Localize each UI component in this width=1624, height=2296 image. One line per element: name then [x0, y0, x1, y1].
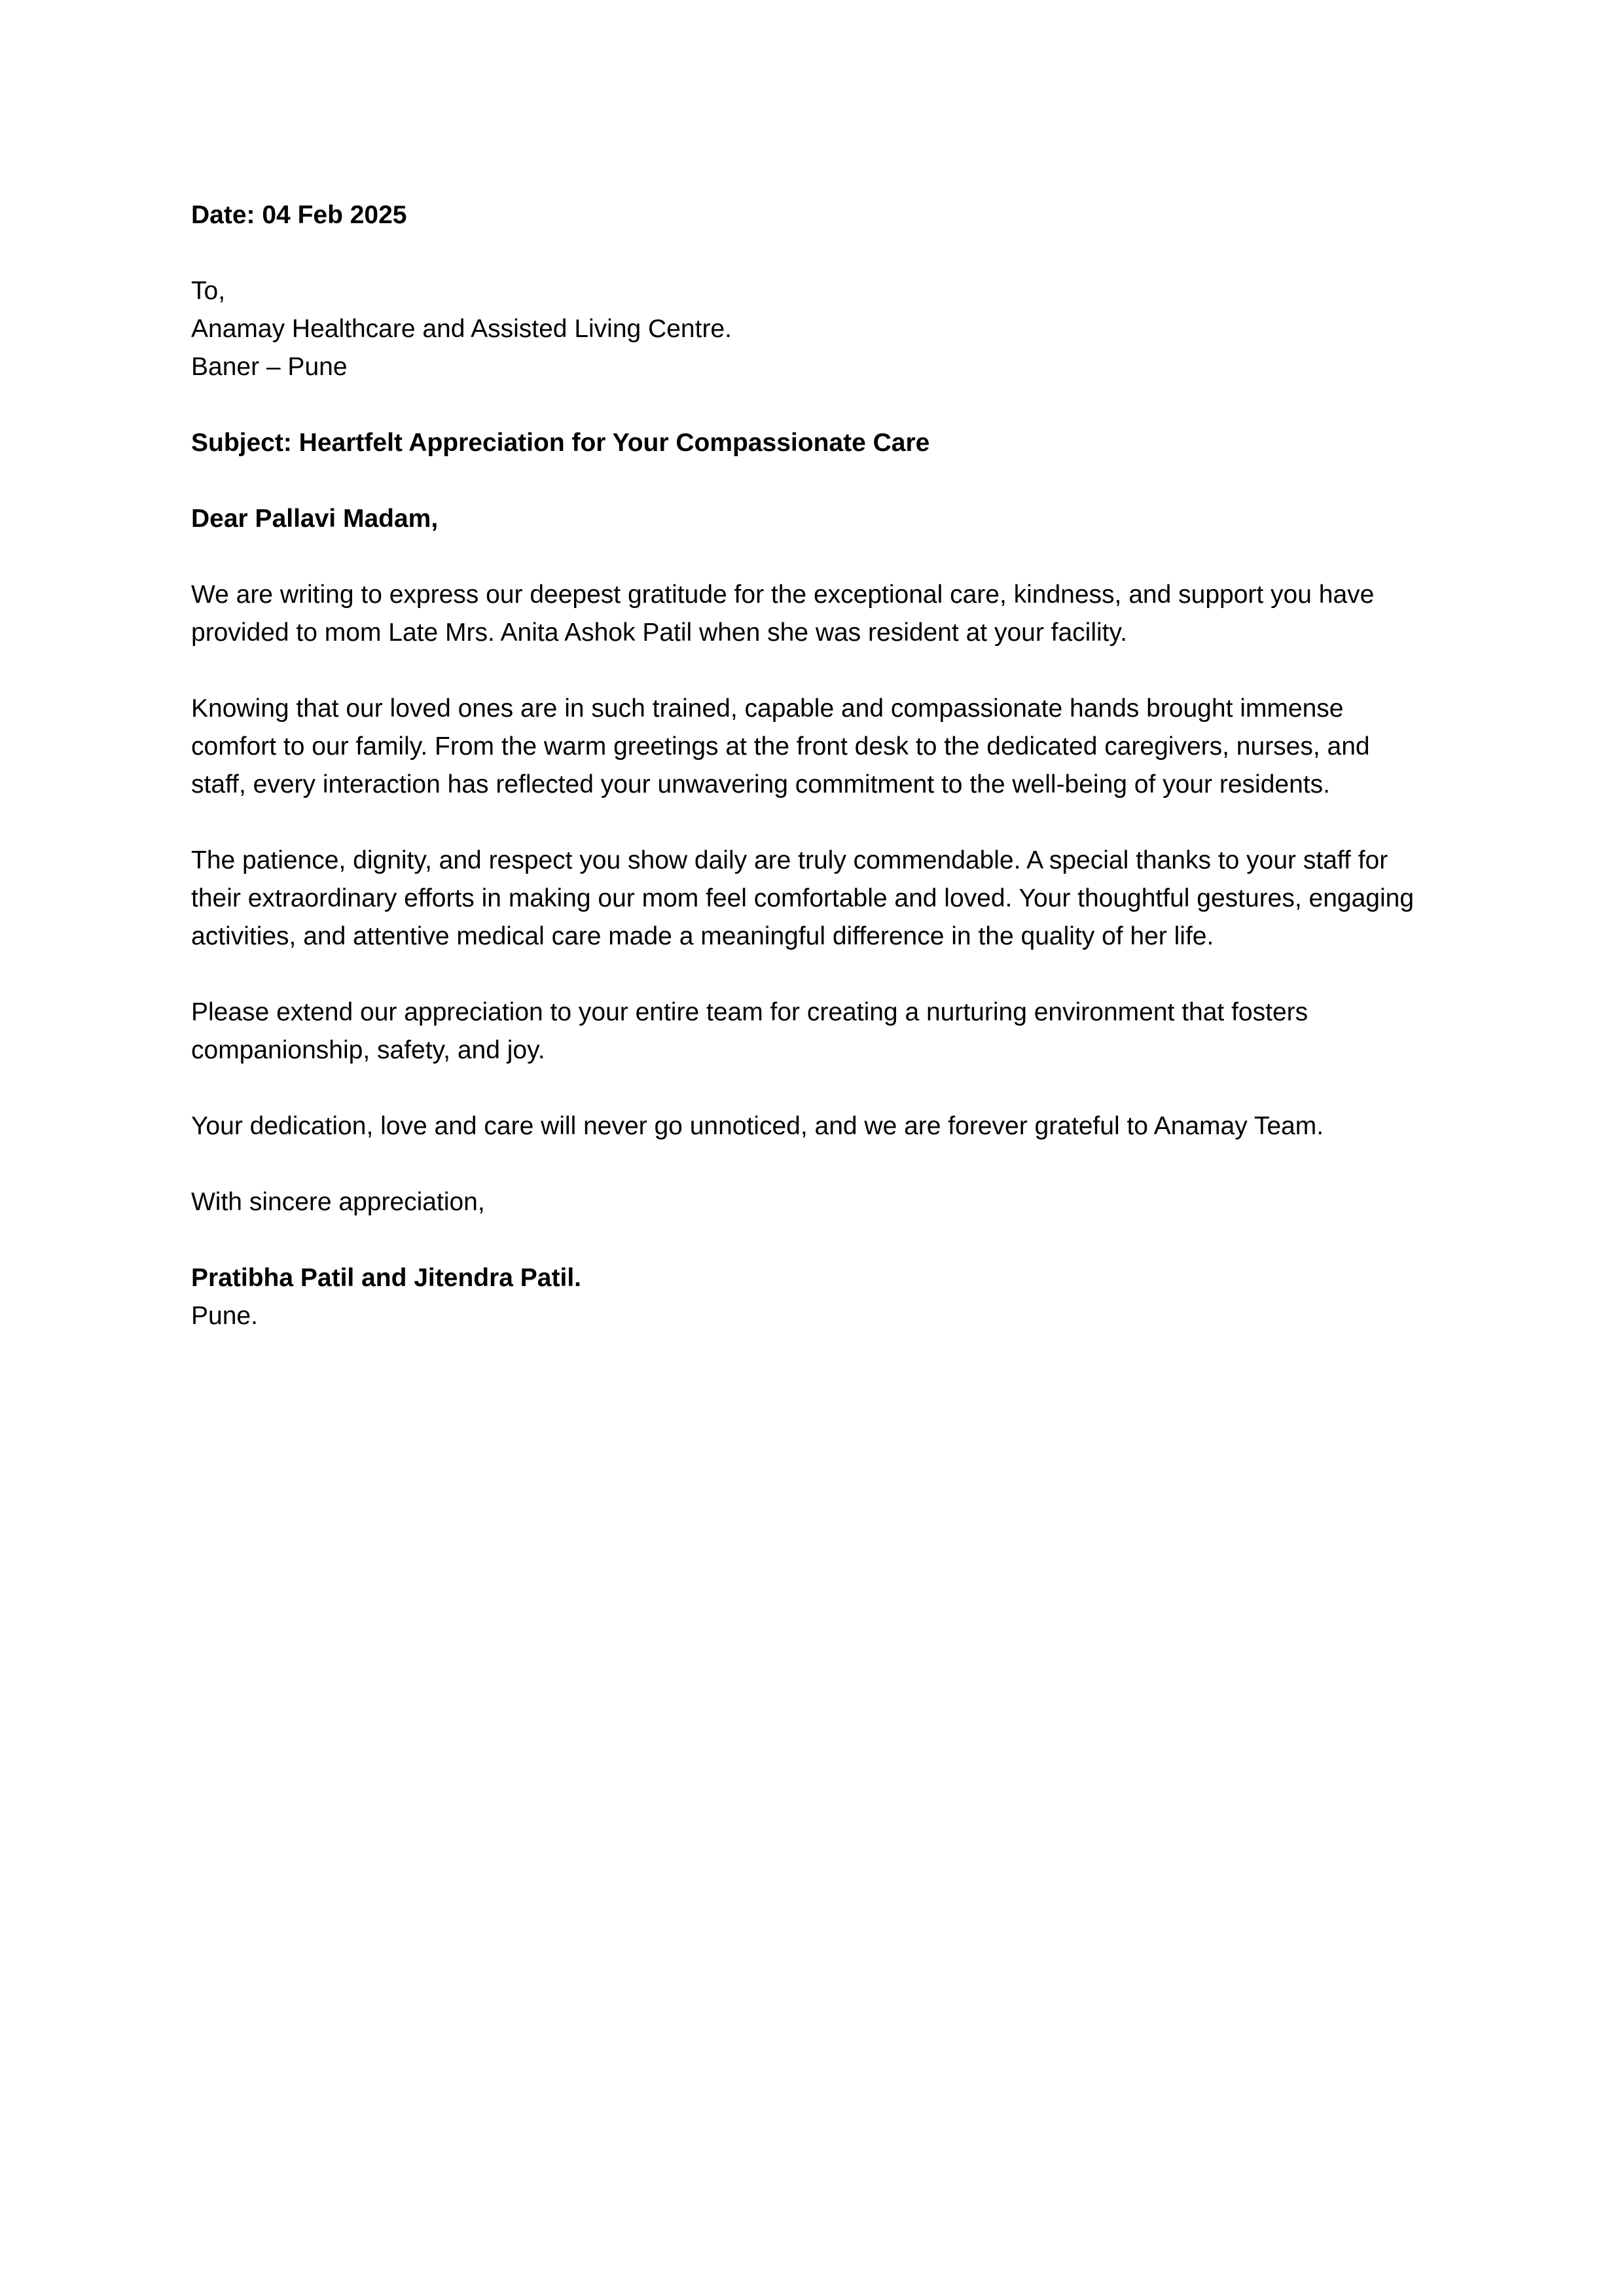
- signature-city: Pune.: [191, 1302, 258, 1330]
- date-line: Date: 04 Feb 2025: [191, 201, 407, 229]
- salutation: Dear Pallavi Madam,: [191, 505, 439, 533]
- signature-name: Pratibha Patil and Jitendra Patil.: [191, 1264, 581, 1292]
- closing-line: With sincere appreciation,: [191, 1188, 485, 1216]
- recipient-organization: Anamay Healthcare and Assisted Living Centre.: [191, 315, 732, 343]
- letter-body: [191, 196, 1428, 1335]
- signature-block: [191, 1259, 1428, 1335]
- recipient-to-line: To,: [191, 277, 226, 305]
- subject-line: Subject: Heartfelt Appreciation for Your Compassionate Care: [191, 429, 930, 457]
- recipient-block: [191, 272, 1428, 386]
- paragraph-dedication: Your dedication, love and care will never go unnoticed, and we are forever grateful to Anamay Team.: [191, 1112, 1324, 1140]
- recipient-location: Baner – Pune: [191, 353, 348, 381]
- paragraph-team-appreciation: Please extend our appreciation to your entire team for creating a nurturing environment that fosters companionship, safety, and joy.: [191, 998, 1308, 1064]
- paragraph-commendation: The patience, dignity, and respect you show daily are truly commendable. A special thanks to your staff for their extraordinary efforts in making our mom feel comfortable and loved. Your thoughtful gestures, engaging activities, and attentive medical care made a meaningful difference in the quality of her life.: [191, 846, 1415, 950]
- paragraph-gratitude: We are writing to express our deepest gratitude for the exceptional care, kindness, and support you have provided to mom Late Mrs. Anita Ashok Patil when she was resident at your facility.: [191, 581, 1375, 647]
- paragraph-comfort: Knowing that our loved ones are in such trained, capable and compassionate hands brought immense comfort to our family. From the warm greetings at the front desk to the dedicated caregivers, nurses, and staff, every interaction has reflected your unwavering commitment to the well-being of your residents.: [191, 694, 1370, 798]
